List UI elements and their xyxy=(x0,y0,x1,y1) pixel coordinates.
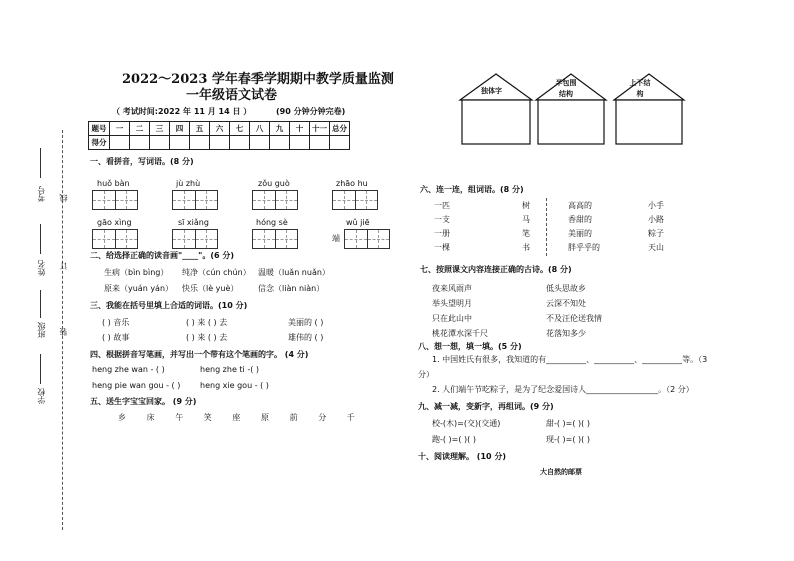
poem-line[interactable]: 桃花潭水深千尺 xyxy=(432,329,488,338)
score-cell[interactable] xyxy=(130,136,150,150)
score-cell[interactable] xyxy=(210,136,230,150)
score-cell[interactable] xyxy=(250,136,270,150)
margin-zhuang: 装 xyxy=(59,328,68,336)
match-word[interactable]: 高高的 xyxy=(568,201,592,210)
character-item[interactable]: 午 xyxy=(175,413,184,422)
match-word[interactable]: 美丽的 xyxy=(568,229,592,238)
house-body[interactable] xyxy=(616,100,682,144)
score-header-cell: 五 xyxy=(190,122,210,136)
match-word[interactable]: 一棵 xyxy=(434,243,450,252)
writing-grid[interactable] xyxy=(92,190,138,210)
writing-grid[interactable] xyxy=(252,190,298,210)
pinyin: huǒ bàn xyxy=(97,179,130,188)
match-word[interactable]: 书 xyxy=(522,243,530,252)
match-word[interactable]: 小手 xyxy=(648,201,664,210)
xingming-line xyxy=(40,224,41,254)
match-word[interactable]: 一册 xyxy=(434,229,450,238)
writing-grid[interactable] xyxy=(172,229,218,249)
score-header-cell: 七 xyxy=(230,122,250,136)
character-item[interactable]: 笑 xyxy=(203,413,212,422)
margin-xian: 线 xyxy=(59,194,68,202)
score-cell[interactable] xyxy=(330,136,350,150)
fill-item[interactable]: ( ) 来 ( ) 去 xyxy=(186,318,228,327)
poem-line[interactable]: 夜来风雨声 xyxy=(432,284,472,293)
score-row-label: 得分 xyxy=(89,136,110,150)
poem-line[interactable]: 举头望明月 xyxy=(432,299,472,308)
exam-title: 2022～2023 学年春季学期期中教学质量监测 xyxy=(122,72,394,87)
score-cell[interactable] xyxy=(310,136,330,150)
house-body[interactable] xyxy=(462,100,530,144)
margin-ding: 订 xyxy=(59,262,68,270)
match-word[interactable]: 笔 xyxy=(522,229,530,238)
poem-line[interactable]: 云深不知处 xyxy=(546,299,586,308)
banji-line xyxy=(40,290,41,318)
question-8-1[interactable]: 1. 中国姓氏有很多，我知道的有__________、__________、__________等。（3 xyxy=(432,355,708,364)
pronunciation-item[interactable]: 温暖（luǎn nuǎn） xyxy=(258,268,330,277)
match-word[interactable]: 一支 xyxy=(434,215,450,224)
section2-heading: 二、给选择正确的读音画"____"。(6 分) xyxy=(90,251,234,260)
stroke-item[interactable]: heng zhe wan - ( ) xyxy=(92,365,165,374)
section7-heading: 七、按照课文内容连接正确的古诗。(8 分) xyxy=(420,265,572,274)
score-header-cell: 二 xyxy=(130,122,150,136)
section1-heading: 一、看拼音，写词语。(8 分) xyxy=(90,157,194,166)
question-8-1-tail: 分） xyxy=(418,370,434,379)
writing-grid[interactable] xyxy=(344,229,390,249)
character-item[interactable]: 床 xyxy=(146,413,155,422)
character-item[interactable]: 前 xyxy=(289,413,298,422)
house-label: 独体字 xyxy=(481,87,502,95)
score-cell[interactable] xyxy=(150,136,170,150)
exam-subtitle: 一年级语文试卷 xyxy=(186,88,278,103)
fill-item[interactable]: ( ) 故事 xyxy=(102,333,130,342)
character-item[interactable]: 千 xyxy=(346,413,355,422)
score-header-cell: 一 xyxy=(110,122,130,136)
pinyin: zǒu guò xyxy=(258,179,290,188)
match-word[interactable]: 一匹 xyxy=(434,201,450,210)
poem-line[interactable]: 低头思故乡 xyxy=(546,284,586,293)
score-cell[interactable] xyxy=(290,136,310,150)
pinyin: hóng sè xyxy=(256,218,288,227)
exam-duration: (90 分钟分钟完卷) xyxy=(276,107,346,116)
stroke-item[interactable]: heng pie wan gou - ( ) xyxy=(92,381,181,390)
score-header-cell: 四 xyxy=(170,122,190,136)
column-divider xyxy=(546,198,547,256)
score-cell[interactable] xyxy=(230,136,250,150)
fill-item[interactable]: 雄伟的 ( ) xyxy=(288,333,324,342)
writing-grid[interactable] xyxy=(92,229,138,249)
pinyin: sī xiǎng xyxy=(178,218,209,227)
match-word[interactable]: 马 xyxy=(522,215,530,224)
character-item[interactable]: 乡 xyxy=(118,413,126,422)
match-word[interactable]: 树 xyxy=(522,201,530,210)
character-item[interactable]: 原 xyxy=(261,413,269,422)
pinyin: wǔ jiē xyxy=(346,218,370,227)
section10-heading: 十、阅读理解。 (10 分) xyxy=(418,452,507,461)
score-header-cell: 十一 xyxy=(310,122,330,136)
section9-heading: 九、减一减，变新字，再组词。(9 分) xyxy=(418,402,554,411)
margin-xuexiao: 学校 xyxy=(37,388,46,404)
score-header-cell: 十 xyxy=(290,122,310,136)
subtract-item[interactable]: 现-( )=( )( ) xyxy=(546,435,590,444)
exam-time: （ 考试时间:2022 年 11 月 14 日 ） xyxy=(112,107,252,116)
writing-grid[interactable] xyxy=(172,190,218,210)
character-item[interactable]: 座 xyxy=(232,413,241,422)
stroke-item[interactable]: heng zhe ti -( ) xyxy=(200,365,259,374)
score-header-cell: 总分 xyxy=(330,122,350,136)
margin-banji: 班级 xyxy=(37,322,46,338)
fill-item[interactable]: ( ) 音乐 xyxy=(102,318,130,327)
pinyin: gāo xìng xyxy=(97,218,132,227)
score-header-cell: 八 xyxy=(250,122,270,136)
passage-title: 大自然的邮票 xyxy=(540,468,582,476)
score-header-cell: 九 xyxy=(270,122,290,136)
score-cell[interactable] xyxy=(170,136,190,150)
poem-line[interactable]: 只在此山中 xyxy=(432,314,472,323)
margin-kaohao: 考号 xyxy=(37,186,46,202)
margin-xingming: 姓名 xyxy=(37,260,46,276)
score-cell[interactable] xyxy=(190,136,210,150)
writing-grid[interactable] xyxy=(332,190,378,210)
stroke-item[interactable]: heng xie gou - ( ) xyxy=(200,381,269,390)
score-header-cell: 六 xyxy=(210,122,230,136)
character-item[interactable]: 分 xyxy=(318,413,327,422)
section8-heading: 八、想一想，填一填。(5 分) xyxy=(418,342,522,351)
pronunciation-item[interactable]: 生病（bìn bìng） xyxy=(104,268,169,277)
pronunciation-item[interactable]: 信念（liàn niàn） xyxy=(258,284,325,293)
match-word[interactable]: 天山 xyxy=(648,243,664,252)
match-word[interactable]: 粽子 xyxy=(648,229,664,238)
poem-line[interactable]: 花落知多少 xyxy=(546,329,586,338)
pronunciation-item[interactable]: 快乐（lè yuè） xyxy=(182,284,239,293)
house-label: 半包围结构 xyxy=(555,79,577,98)
match-word[interactable]: 胖乎乎的 xyxy=(568,243,600,252)
fill-item[interactable]: ( ) 来 ( ) 去 xyxy=(186,333,228,342)
pronunciation-item[interactable]: 纯净（cún chún） xyxy=(182,268,251,277)
subtract-item[interactable]: 跑-( )=( )( ) xyxy=(432,435,476,444)
score-header-cell: 三 xyxy=(150,122,170,136)
section4-heading: 四、根据拼音写笔画，并写出一个带有这个笔画的字。 (4 分) xyxy=(90,350,309,359)
poem-line[interactable]: 不及汪伦送我情 xyxy=(546,314,602,323)
pronunciation-item[interactable]: 原来（yuán yán） xyxy=(104,284,174,293)
question-8-2[interactable]: 2. 人们端午节吃粽子，是为了纪念爱国诗人__________________。（2 分） xyxy=(432,385,694,394)
house-body[interactable] xyxy=(538,100,604,144)
section5-heading: 五、送生字宝宝回家。 (9 分) xyxy=(90,397,197,406)
match-word[interactable]: 小路 xyxy=(648,215,664,224)
score-table xyxy=(88,121,350,150)
fill-item[interactable]: 美丽的 ( ) xyxy=(288,318,324,327)
pinyin: jù zhù xyxy=(176,179,201,188)
section6-heading: 六、连一连，组词语。(8 分) xyxy=(420,185,524,194)
writing-grid[interactable] xyxy=(252,229,298,249)
match-word[interactable]: 香甜的 xyxy=(568,215,592,224)
score-cell[interactable] xyxy=(270,136,290,150)
subtract-item[interactable]: 甜-( )=( )( ) xyxy=(546,419,590,428)
score-cell[interactable] xyxy=(110,136,130,150)
score-header-cell: 题号 xyxy=(89,122,110,136)
xuexiao-line xyxy=(40,354,41,384)
kaohao-line xyxy=(40,148,41,178)
subtract-item[interactable]: 校-(木)=(交)(交通) xyxy=(432,419,501,428)
house-label: 上下结构 xyxy=(629,79,651,98)
pinyin: zhāo hu xyxy=(336,179,368,188)
extra-char: 端 xyxy=(332,234,340,243)
section3-heading: 三、我能在括号里填上合适的词语。(10 分) xyxy=(90,301,248,310)
